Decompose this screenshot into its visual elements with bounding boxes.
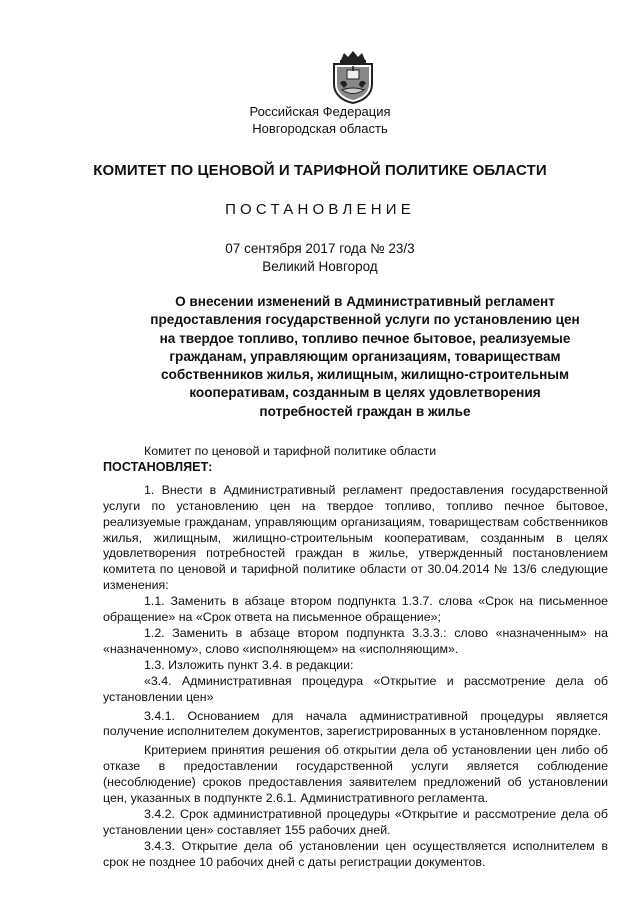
country-name: Российская Федерация <box>249 104 391 119</box>
body-paragraph: Критерием принятия решения об открытии дела об установлении цен либо об отказе в предоставлении государственной услуги является соблюдение (несоблюдение) сроков предоставления заявителем предложений об установлении цен, указанных в подпункте 2.6.1. Административного регламента. <box>103 743 608 806</box>
body-paragraph: 1. Внести в Административный регламент предоставления государственной услуги по установлению цен на твердое топливо, топливо печное бытовое, реализуемые гражданам, управляющим организациям, товариществам собственников жилья, жилищным, жилищно-строительным кооперативам, созданным в целях удовлетворения потребностей граждан в жилье, утвержденный постановлением комитета по ценовой и тарифной политике области от 30.04.2014 № 13/6 следующие изменения: <box>103 482 608 593</box>
decree-word: ПОСТАНОВЛЯЕТ: <box>103 459 213 474</box>
subject-line: кооперативам, созданным в целях удовлетворения <box>189 385 541 401</box>
body-paragraph: 1.1. Заменить в абзаце втором подпункта 1.3.7. слова «Срок на письменное обращение» на «Срок ответа на письменное обращение»; <box>103 594 608 625</box>
document-type: ПОСТАНОВЛЕНИЕ <box>225 201 415 218</box>
intro-line: Комитет по ценовой и тарифной политике области <box>144 444 437 458</box>
subject-line: предоставления государственной услуги по установлению цен <box>150 312 580 328</box>
date-block <box>0 240 640 276</box>
subject-line: О внесении изменений в Административный регламент <box>175 294 555 309</box>
subject-line: потребностей граждан в жилье <box>259 403 471 419</box>
subject-line: собственников жилья, жилищным, жилищно-строительным <box>161 367 569 383</box>
region-name: Новгородская область <box>252 121 388 136</box>
committee-title: КОМИТЕТ ПО ЦЕНОВОЙ И ТАРИФНОЙ ПОЛИТИКЕ ОБЛАСТИ <box>93 162 547 179</box>
body-paragraph: 3.4.2. Срок административной процедуры «Открытие и рассмотрение дела об установлении цен» составляет 155 рабочих дней. <box>103 806 608 837</box>
subject-line: на твердое топливо, топливо печное бытовое, реализуемые <box>159 330 571 346</box>
date-number: 07 сентября 2017 года № 23/3 <box>225 241 415 256</box>
body-paragraph: «3.4. Административная процедура «Открытие и рассмотрение дела об установлении цен» <box>103 673 608 704</box>
body-paragraph: 3.4.3. Открытие дела об установлении цен осуществляется исполнителем в срок не позднее 10 рабочих дней с даты регистрации документов. <box>103 838 608 869</box>
body-paragraph: 1.2. Заменить в абзаце втором подпункта 3.3.3.: слово «назначенным» на «назначенному», слово «исполняющем» на «исполняющим». <box>103 625 608 656</box>
issuer-block <box>0 103 640 137</box>
subject-line: гражданам, управляющим организациям, товариществам <box>169 348 561 364</box>
document-body <box>103 444 608 871</box>
city-name: Великий Новгород <box>262 259 378 274</box>
coat-of-arms-icon <box>330 50 376 104</box>
document-subject <box>130 293 600 421</box>
body-paragraph: 3.4.1. Основанием для начала административной процедуры является получение исполнителем документов, зарегистрированных в установленном порядке. <box>103 708 608 739</box>
body-paragraph: 1.3. Изложить пункт 3.4. в редакции: <box>144 657 354 672</box>
